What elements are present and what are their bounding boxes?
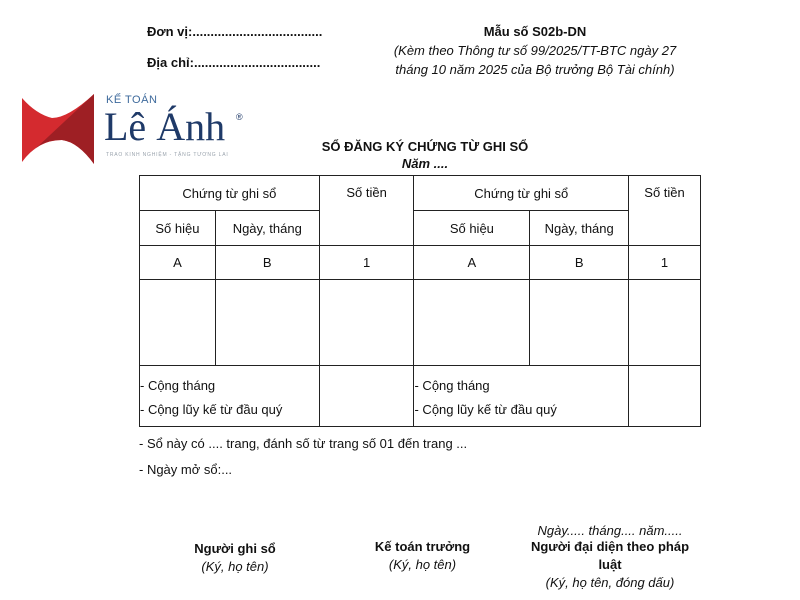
recorder-signature <box>170 540 300 576</box>
total-amount-right <box>629 366 701 427</box>
form-note-line2: tháng 10 năm 2025 của Bộ trưởng Bộ Tài chính) <box>395 62 675 77</box>
total-labels-left <box>140 366 320 427</box>
code-1-right: 1 <box>629 246 701 280</box>
col-number-right: Số hiệu <box>414 211 530 246</box>
form-note-line1: (Kèm theo Thông tư số 99/2025/TT-BTC ngày 27 <box>393 43 677 58</box>
sum-month-left: - Cộng tháng <box>140 378 216 393</box>
logo-mark-icon <box>22 94 94 164</box>
table-header-row <box>140 176 701 211</box>
date-line: Ngày..... tháng.... năm..... <box>537 523 683 538</box>
amount-header-left: Số tiền <box>319 176 414 246</box>
col-date-left: Ngày, tháng <box>215 211 319 246</box>
logo-tagline: TRAO KINH NGHIỆM - TẶNG TƯƠNG LAI <box>106 152 229 158</box>
sum-month-right: - Cộng tháng <box>414 378 490 393</box>
logo-top-text: KẾ TOÁN <box>106 94 158 106</box>
sum-cumulative-left: - Cộng lũy kế từ đầu quý <box>140 402 283 417</box>
amount-header-right: Số tiền <box>629 176 701 246</box>
group-header-left: Chứng từ ghi sổ <box>140 176 320 211</box>
entry-cell <box>140 280 216 366</box>
logo <box>22 94 262 164</box>
unit-label: Đơn vị:.................................... <box>147 24 323 39</box>
table-code-row <box>140 246 701 280</box>
code-b-right: B <box>530 246 629 280</box>
logo-name: Lê Ánh <box>104 104 226 149</box>
entry-cell <box>530 280 629 366</box>
code-1-left: 1 <box>319 246 414 280</box>
document-title: SỔ ĐĂNG KÝ CHỨNG TỪ GHI SỔ <box>321 139 529 154</box>
sum-cumulative-right: - Cộng lũy kế từ đầu quý <box>414 402 557 417</box>
group-header-right: Chứng từ ghi sổ <box>414 176 629 211</box>
form-note <box>370 41 700 79</box>
registered-icon: ® <box>236 112 243 122</box>
col-date-right: Ngày, tháng <box>530 211 629 246</box>
recorder-note: (Ký, họ tên) <box>201 559 269 574</box>
code-a-left: A <box>140 246 216 280</box>
form-code: Mẫu số S02b-DN <box>483 24 587 39</box>
table-subheader-row <box>140 211 701 246</box>
code-b-left: B <box>215 246 319 280</box>
total-labels-right <box>414 366 629 427</box>
chief-signature <box>355 538 490 574</box>
entry-cell <box>319 280 414 366</box>
recorder-title: Người ghi sổ <box>194 541 276 556</box>
entry-cell <box>629 280 701 366</box>
code-a-right: A <box>414 246 530 280</box>
table-total-row <box>140 366 701 427</box>
total-amount-left <box>319 366 414 427</box>
legal-title-1: Người đại diện theo pháp <box>530 539 690 554</box>
legal-rep-signature <box>510 538 710 592</box>
entry-cell <box>414 280 530 366</box>
open-date-note: - Ngày mở sổ:... <box>139 462 233 477</box>
col-number-left: Số hiệu <box>140 211 216 246</box>
table-row <box>140 280 701 366</box>
legal-note: (Ký, họ tên, đóng dấu) <box>545 575 675 590</box>
address-label: Địa chỉ:................................... <box>147 55 321 70</box>
chief-title: Kế toán trưởng <box>374 539 471 554</box>
document-year: Năm .... <box>401 156 449 171</box>
ledger-table <box>139 175 701 427</box>
entry-cell <box>215 280 319 366</box>
legal-title-2: luật <box>598 557 622 572</box>
pages-note: - Sổ này có .... trang, đánh số từ trang số 01 đến trang ... <box>139 436 468 451</box>
chief-note: (Ký, họ tên) <box>388 557 457 572</box>
